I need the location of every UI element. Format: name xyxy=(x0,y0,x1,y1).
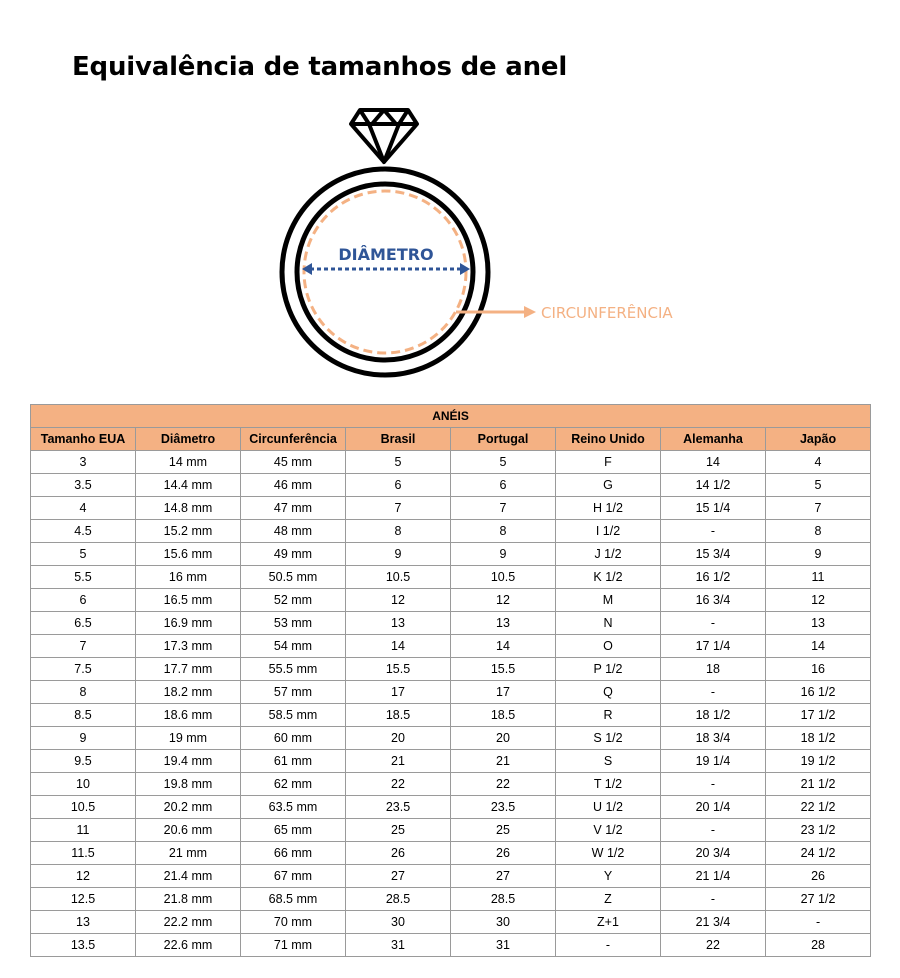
table-cell: - xyxy=(766,911,871,934)
table-cell: Q xyxy=(556,681,661,704)
table-cell: 17 1/2 xyxy=(766,704,871,727)
table-cell: 3.5 xyxy=(31,474,136,497)
table-cell: 15.6 mm xyxy=(136,543,241,566)
table-cell: 4 xyxy=(766,451,871,474)
table-row xyxy=(31,658,871,681)
table-cell: 14.4 mm xyxy=(136,474,241,497)
table-cell: 26 xyxy=(766,865,871,888)
table-cell: 27 xyxy=(451,865,556,888)
table-cell: - xyxy=(661,612,766,635)
table-cell: 14 xyxy=(766,635,871,658)
table-cell: 21.8 mm xyxy=(136,888,241,911)
table-cell: T 1/2 xyxy=(556,773,661,796)
table-cell: 14 xyxy=(451,635,556,658)
column-header: Japão xyxy=(766,428,871,451)
table-cell: 6 xyxy=(346,474,451,497)
table-cell: 15.5 xyxy=(346,658,451,681)
table-cell: 7 xyxy=(346,497,451,520)
table-cell: 50.5 mm xyxy=(241,566,346,589)
table-cell: 10 xyxy=(31,773,136,796)
table-cell: 13 xyxy=(31,911,136,934)
table-row xyxy=(31,773,871,796)
table-cell: - xyxy=(661,773,766,796)
table-cell: 15 1/4 xyxy=(661,497,766,520)
table-cell: 45 mm xyxy=(241,451,346,474)
table-row xyxy=(31,589,871,612)
table-cell: 14 xyxy=(346,635,451,658)
column-header: Tamanho EUA xyxy=(31,428,136,451)
table-cell: 62 mm xyxy=(241,773,346,796)
table-cell: 31 xyxy=(451,934,556,957)
table-cell: N xyxy=(556,612,661,635)
table-row xyxy=(31,681,871,704)
table-cell: 31 xyxy=(346,934,451,957)
table-row xyxy=(31,934,871,957)
table-cell: 21 1/4 xyxy=(661,865,766,888)
table-group-header: ANÉIS xyxy=(31,405,871,428)
table-cell: 63.5 mm xyxy=(241,796,346,819)
table-cell: 57 mm xyxy=(241,681,346,704)
table-row xyxy=(31,612,871,635)
table-cell: 19 1/4 xyxy=(661,750,766,773)
table-cell: 22 xyxy=(346,773,451,796)
table-cell: 60 mm xyxy=(241,727,346,750)
table-cell: 13 xyxy=(346,612,451,635)
table-cell: 8 xyxy=(346,520,451,543)
table-cell: 46 mm xyxy=(241,474,346,497)
table-body xyxy=(31,451,871,957)
table-cell: 18.5 xyxy=(346,704,451,727)
column-header: Reino Unido xyxy=(556,428,661,451)
table-cell: 12 xyxy=(31,865,136,888)
column-header: Alemanha xyxy=(661,428,766,451)
table-cell: - xyxy=(556,934,661,957)
table-cell: 21 3/4 xyxy=(661,911,766,934)
table-row xyxy=(31,451,871,474)
table-cell: 53 mm xyxy=(241,612,346,635)
table-cell: I 1/2 xyxy=(556,520,661,543)
table-cell: W 1/2 xyxy=(556,842,661,865)
table-cell: O xyxy=(556,635,661,658)
table-row xyxy=(31,865,871,888)
table-cell: 9 xyxy=(766,543,871,566)
table-cell: 14 xyxy=(661,451,766,474)
table-header-row xyxy=(31,428,871,451)
table-cell: 16.9 mm xyxy=(136,612,241,635)
column-header: Brasil xyxy=(346,428,451,451)
table-cell: - xyxy=(661,888,766,911)
table-cell: V 1/2 xyxy=(556,819,661,842)
diameter-arrow xyxy=(302,263,470,275)
table-row xyxy=(31,819,871,842)
table-cell: - xyxy=(661,520,766,543)
table-cell: 19.8 mm xyxy=(136,773,241,796)
table-cell: 22 1/2 xyxy=(766,796,871,819)
table-cell: 7 xyxy=(31,635,136,658)
table-cell: 17.3 mm xyxy=(136,635,241,658)
table-cell: 18 xyxy=(661,658,766,681)
table-cell: 18.2 mm xyxy=(136,681,241,704)
table-cell: 14 mm xyxy=(136,451,241,474)
table-cell: 21 xyxy=(451,750,556,773)
table-cell: 49 mm xyxy=(241,543,346,566)
table-cell: 14 1/2 xyxy=(661,474,766,497)
table-cell: 5 xyxy=(451,451,556,474)
circumference-dashed-circle xyxy=(304,191,466,353)
table-cell: 18 3/4 xyxy=(661,727,766,750)
table-cell: S 1/2 xyxy=(556,727,661,750)
table-cell: 17 1/4 xyxy=(661,635,766,658)
table-cell: J 1/2 xyxy=(556,543,661,566)
table-cell: 67 mm xyxy=(241,865,346,888)
column-header: Circunferência xyxy=(241,428,346,451)
table-cell: 68.5 mm xyxy=(241,888,346,911)
table-cell: 5 xyxy=(31,543,136,566)
table-cell: 7 xyxy=(451,497,556,520)
table-cell: 47 mm xyxy=(241,497,346,520)
table-cell: 30 xyxy=(346,911,451,934)
table-cell: 5 xyxy=(346,451,451,474)
table-row xyxy=(31,497,871,520)
table-cell: Y xyxy=(556,865,661,888)
table-cell: 16 1/2 xyxy=(661,566,766,589)
table-cell: 16 mm xyxy=(136,566,241,589)
table-cell: 16.5 mm xyxy=(136,589,241,612)
table-cell: 8 xyxy=(766,520,871,543)
table-cell: 54 mm xyxy=(241,635,346,658)
table-cell: 17 xyxy=(346,681,451,704)
table-row xyxy=(31,727,871,750)
table-cell: 16 3/4 xyxy=(661,589,766,612)
table-cell: R xyxy=(556,704,661,727)
table-cell: 13 xyxy=(766,612,871,635)
table-cell: 28 xyxy=(766,934,871,957)
table-cell: 27 xyxy=(346,865,451,888)
table-cell: 26 xyxy=(451,842,556,865)
table-cell: 13.5 xyxy=(31,934,136,957)
table-cell: - xyxy=(661,681,766,704)
table-cell: 21 mm xyxy=(136,842,241,865)
table-cell: 20 1/4 xyxy=(661,796,766,819)
table-cell: 22.2 mm xyxy=(136,911,241,934)
table-cell: 23.5 xyxy=(451,796,556,819)
table-row xyxy=(31,796,871,819)
table-cell: 13 xyxy=(451,612,556,635)
table-cell: 8.5 xyxy=(31,704,136,727)
table-cell: 65 mm xyxy=(241,819,346,842)
table-cell: 23.5 xyxy=(346,796,451,819)
table-cell: 11.5 xyxy=(31,842,136,865)
table-cell: 22.6 mm xyxy=(136,934,241,957)
table-cell: 28.5 xyxy=(451,888,556,911)
table-cell: 12 xyxy=(451,589,556,612)
table-cell: 19.4 mm xyxy=(136,750,241,773)
page-title: Equivalência de tamanhos de anel xyxy=(72,52,568,82)
table-cell: 27 1/2 xyxy=(766,888,871,911)
table-cell: 16 1/2 xyxy=(766,681,871,704)
table-cell: 21.4 mm xyxy=(136,865,241,888)
table-cell: 10.5 xyxy=(451,566,556,589)
table-cell: 19 mm xyxy=(136,727,241,750)
table-cell: 8 xyxy=(31,681,136,704)
table-row xyxy=(31,566,871,589)
table-cell: 16 xyxy=(766,658,871,681)
table-cell: 61 mm xyxy=(241,750,346,773)
table-cell: 17 xyxy=(451,681,556,704)
table-cell: 66 mm xyxy=(241,842,346,865)
table-cell: 20 3/4 xyxy=(661,842,766,865)
table-row xyxy=(31,911,871,934)
table-cell: U 1/2 xyxy=(556,796,661,819)
table-cell: H 1/2 xyxy=(556,497,661,520)
table-cell: Z xyxy=(556,888,661,911)
table-cell: 15.5 xyxy=(451,658,556,681)
table-cell: 15 3/4 xyxy=(661,543,766,566)
table-cell: 19 1/2 xyxy=(766,750,871,773)
table-row xyxy=(31,842,871,865)
table-row xyxy=(31,750,871,773)
table-cell: 30 xyxy=(451,911,556,934)
table-cell: 20 xyxy=(451,727,556,750)
table-cell: 10.5 xyxy=(31,796,136,819)
table-cell: 18 1/2 xyxy=(661,704,766,727)
table-cell: 12 xyxy=(766,589,871,612)
table-cell: 4.5 xyxy=(31,520,136,543)
table-cell: 18 1/2 xyxy=(766,727,871,750)
table-cell: S xyxy=(556,750,661,773)
table-cell: 25 xyxy=(451,819,556,842)
table-cell: 11 xyxy=(766,566,871,589)
ring-outer xyxy=(282,169,488,375)
table-cell: 11 xyxy=(31,819,136,842)
diameter-label: DIÂMETRO xyxy=(338,245,434,264)
table-cell: 20.2 mm xyxy=(136,796,241,819)
table-cell: 52 mm xyxy=(241,589,346,612)
table-row xyxy=(31,888,871,911)
table-cell: 10.5 xyxy=(346,566,451,589)
table-cell: 7.5 xyxy=(31,658,136,681)
table-cell: 18.5 xyxy=(451,704,556,727)
table-cell: 9 xyxy=(346,543,451,566)
table-cell: 58.5 mm xyxy=(241,704,346,727)
table-cell: Z+1 xyxy=(556,911,661,934)
table-cell: 18.6 mm xyxy=(136,704,241,727)
column-header: Portugal xyxy=(451,428,556,451)
table-cell: 21 xyxy=(346,750,451,773)
table-cell: 9 xyxy=(31,727,136,750)
table-cell: 9 xyxy=(451,543,556,566)
table-row xyxy=(31,704,871,727)
circumference-label: CIRCUNFERÊNCIA xyxy=(541,304,673,322)
table-cell: 4 xyxy=(31,497,136,520)
table-row xyxy=(31,543,871,566)
diamond-icon xyxy=(351,110,417,162)
table-cell: 5.5 xyxy=(31,566,136,589)
table-cell: 55.5 mm xyxy=(241,658,346,681)
table-cell: 25 xyxy=(346,819,451,842)
ring-diagram xyxy=(260,100,720,385)
table-cell: 8 xyxy=(451,520,556,543)
column-header: Diâmetro xyxy=(136,428,241,451)
table-cell: 12.5 xyxy=(31,888,136,911)
table-cell: 70 mm xyxy=(241,911,346,934)
table-row xyxy=(31,520,871,543)
table-cell: M xyxy=(556,589,661,612)
table-cell: - xyxy=(661,819,766,842)
table-cell: 12 xyxy=(346,589,451,612)
table-cell: 15.2 mm xyxy=(136,520,241,543)
table-cell: 17.7 mm xyxy=(136,658,241,681)
ring-size-table xyxy=(30,404,871,957)
table-cell: 26 xyxy=(346,842,451,865)
table-cell: 20 xyxy=(346,727,451,750)
table-cell: 9.5 xyxy=(31,750,136,773)
ring-inner xyxy=(297,184,473,360)
table-cell: 21 1/2 xyxy=(766,773,871,796)
table-cell: 14.8 mm xyxy=(136,497,241,520)
table-cell: 22 xyxy=(661,934,766,957)
table-cell: 48 mm xyxy=(241,520,346,543)
table-cell: 20.6 mm xyxy=(136,819,241,842)
table-cell: P 1/2 xyxy=(556,658,661,681)
table-cell: 23 1/2 xyxy=(766,819,871,842)
table-row xyxy=(31,635,871,658)
table-cell: G xyxy=(556,474,661,497)
table-cell: 22 xyxy=(451,773,556,796)
table-cell: 71 mm xyxy=(241,934,346,957)
table-row xyxy=(31,474,871,497)
table-cell: 28.5 xyxy=(346,888,451,911)
table-cell: 6 xyxy=(31,589,136,612)
table-cell: 24 1/2 xyxy=(766,842,871,865)
table-cell: F xyxy=(556,451,661,474)
table-cell: 7 xyxy=(766,497,871,520)
table-cell: 3 xyxy=(31,451,136,474)
table-cell: K 1/2 xyxy=(556,566,661,589)
table-cell: 6.5 xyxy=(31,612,136,635)
table-cell: 5 xyxy=(766,474,871,497)
table-cell: 6 xyxy=(451,474,556,497)
